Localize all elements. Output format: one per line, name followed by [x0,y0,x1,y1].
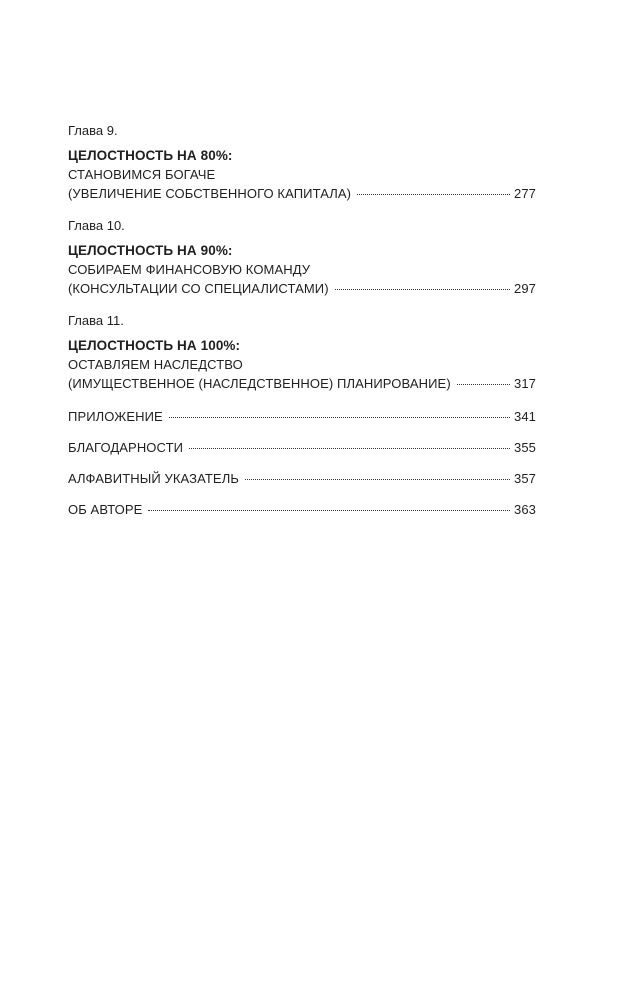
toc-entry[interactable] [68,184,536,203]
page-number: 355 [514,440,536,455]
chapter-10 [68,217,536,298]
chapter-title: ЦЕЛОСТНОСТЬ НА 100%: [68,338,241,353]
chapter-label: Глава 11. [68,313,124,328]
chapter-11 [68,312,536,393]
chapter-label: Глава 9. [68,123,118,138]
dot-leader [335,289,510,290]
chapter-subtitle: СТАНОВИМСЯ БОГАЧЕ [68,167,216,182]
page-number: 297 [514,281,536,296]
toc-entry-appendix[interactable] [68,407,536,426]
dot-leader [245,479,510,480]
dot-leader [189,448,510,449]
toc-entry-text: (КОНСУЛЬТАЦИИ СО СПЕЦИАЛИСТАМИ) [68,281,329,296]
chapter-title: ЦЕЛОСТНОСТЬ НА 90%: [68,243,233,258]
toc-entry-text: ОБ АВТОРЕ [68,502,143,517]
chapter-subtitle: СОБИРАЕМ ФИНАНСОВУЮ КОМАНДУ [68,262,311,277]
dot-leader [357,194,510,195]
dot-leader [148,510,510,511]
toc-entry[interactable] [68,374,536,393]
toc-entry-text: БЛАГОДАРНОСТИ [68,440,184,455]
toc-entry-about-author[interactable] [68,500,536,519]
dot-leader [457,384,510,385]
toc-entry-acknowledgements[interactable] [68,438,536,457]
toc-entry-text: АЛФАВИТНЫЙ УКАЗАТЕЛЬ [68,471,239,486]
table-of-contents [68,122,536,531]
back-matter-list [68,407,536,519]
chapter-9 [68,122,536,203]
chapter-title: ЦЕЛОСТНОСТЬ НА 80%: [68,148,233,163]
chapter-subtitle: ОСТАВЛЯЕМ НАСЛЕДСТВО [68,357,243,372]
dot-leader [169,417,510,418]
toc-entry-index[interactable] [68,469,536,488]
page-number: 357 [514,471,536,486]
page-number: 341 [514,409,536,424]
chapter-label: Глава 10. [68,218,125,233]
toc-entry-text: (УВЕЛИЧЕНИЕ СОБСТВЕННОГО КАПИТАЛА) [68,186,352,201]
page-number: 277 [514,186,536,201]
page-number: 363 [514,502,536,517]
page-number: 317 [514,376,536,391]
toc-entry-text: ПРИЛОЖЕНИЕ [68,409,163,424]
toc-entry-text: (ИМУЩЕСТВЕННОЕ (НАСЛЕДСТВЕННОЕ) ПЛАНИРОВАНИЕ) [68,376,451,391]
toc-entry[interactable] [68,279,536,298]
